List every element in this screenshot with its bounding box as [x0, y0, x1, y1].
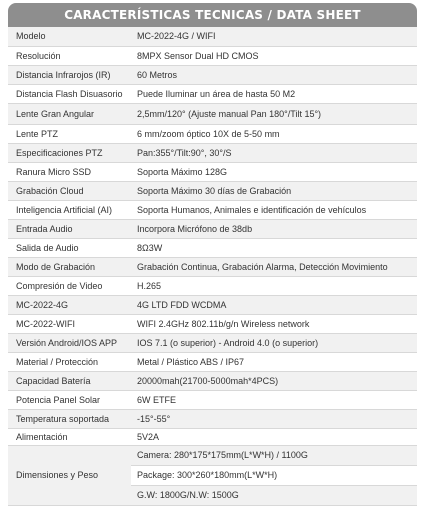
- spec-label: Distancia Flash Disuasorio: [8, 84, 131, 103]
- spec-value: 8MPX Sensor Dual HD CMOS: [131, 46, 417, 65]
- spec-label: MC-2022-WIFI: [8, 314, 131, 333]
- spec-row: [8, 162, 417, 181]
- spec-value: 60 Metros: [131, 65, 417, 84]
- spec-value: 4G LTD FDD WCDMA: [131, 295, 417, 314]
- spec-label: Especificaciones PTZ: [8, 143, 131, 162]
- spec-label: Temperatura soportada: [8, 409, 131, 428]
- spec-label: Salida de Audio: [8, 238, 131, 257]
- spec-row: [8, 46, 417, 65]
- spec-row: [8, 352, 417, 371]
- spec-value: 2,5mm/120° (Ajuste manual Pan 180°/Tilt 15°): [131, 103, 417, 124]
- spec-label: Dimensiones y Peso: [8, 445, 131, 505]
- spec-row: [8, 143, 417, 162]
- spec-row: [8, 409, 417, 428]
- spec-row: [8, 219, 417, 238]
- spec-row: [8, 428, 417, 445]
- spec-label: Modo de Grabación: [8, 257, 131, 276]
- spec-value: 20000mah(21700-5000mah*4PCS): [131, 371, 417, 390]
- spec-value: MC-2022-4G / WIFI: [131, 27, 417, 46]
- spec-row: [8, 65, 417, 84]
- spec-value: Pan:355°/Tilt:90°, 30°/S: [131, 143, 417, 162]
- spec-value: Metal / Plástico ABS / IP67: [131, 352, 417, 371]
- spec-label: Lente Gran Angular: [8, 103, 131, 124]
- spec-value: Incorpora Micrófono de 38db: [131, 219, 417, 238]
- spec-value: IOS 7.1 (o superior) - Android 4.0 (o superior): [131, 333, 417, 352]
- spec-row: [8, 333, 417, 352]
- spec-label: Resolución: [8, 46, 131, 65]
- sheet-title: CARACTERÍSTICAS TECNICAS / DATA SHEET: [8, 3, 417, 27]
- spec-value: WIFI 2.4GHz 802.11b/g/n Wireless network: [131, 314, 417, 333]
- spec-row: [8, 124, 417, 143]
- spec-table-body: [8, 27, 417, 505]
- spec-row: [8, 27, 417, 46]
- spec-value: Soporta Humanos, Animales e identificación de vehículos: [131, 200, 417, 219]
- spec-value: 6 mm/zoom óptico 10X de 5-50 mm: [131, 124, 417, 143]
- spec-row: [8, 295, 417, 314]
- dimension-line: Camera: 280*175*175mm(L*W*H) / 1100G: [131, 446, 417, 465]
- spec-value: Soporta Máximo 30 días de Grabación: [131, 181, 417, 200]
- spec-label: Inteligencia Artificial (AI): [8, 200, 131, 219]
- spec-value: -15°-55°: [131, 409, 417, 428]
- spec-label: Material / Protección: [8, 352, 131, 371]
- spec-row: [8, 276, 417, 295]
- spec-value: 5V2A: [131, 428, 417, 445]
- spec-value: 8Ω3W: [131, 238, 417, 257]
- spec-label: Capacidad Batería: [8, 371, 131, 390]
- spec-value: 6W ETFE: [131, 390, 417, 409]
- spec-label: Potencia Panel Solar: [8, 390, 131, 409]
- spec-value: Grabación Continua, Grabación Alarma, Detección Movimiento: [131, 257, 417, 276]
- spec-value-dimensions: [131, 445, 417, 505]
- spec-label: Lente PTZ: [8, 124, 131, 143]
- spec-value: Puede Iluminar un área de hasta 50 M2: [131, 84, 417, 103]
- spec-table: [8, 27, 417, 506]
- spec-label: Compresión de Video: [8, 276, 131, 295]
- spec-label: Grabación Cloud: [8, 181, 131, 200]
- dimension-line: Package: 300*260*180mm(L*W*H): [131, 465, 417, 485]
- dimension-line: G.W: 1800G/N.W: 1500G: [131, 485, 417, 505]
- spec-value: Soporta Máximo 128G: [131, 162, 417, 181]
- spec-value: H.265: [131, 276, 417, 295]
- spec-label: Ranura Micro SSD: [8, 162, 131, 181]
- spec-label: MC-2022-4G: [8, 295, 131, 314]
- spec-row: [8, 314, 417, 333]
- spec-row: [8, 371, 417, 390]
- spec-label: Alimentación: [8, 428, 131, 445]
- spec-row: [8, 200, 417, 219]
- spec-row: [8, 84, 417, 103]
- spec-row-dimensions: [8, 445, 417, 505]
- spec-label: Entrada Audio: [8, 219, 131, 238]
- spec-label: Distancia Infrarojos (IR): [8, 65, 131, 84]
- spec-label: Modelo: [8, 27, 131, 46]
- spec-row: [8, 238, 417, 257]
- spec-row: [8, 390, 417, 409]
- spec-label: Versión Android/IOS APP: [8, 333, 131, 352]
- spec-row: [8, 257, 417, 276]
- spec-row: [8, 181, 417, 200]
- spec-row: [8, 103, 417, 124]
